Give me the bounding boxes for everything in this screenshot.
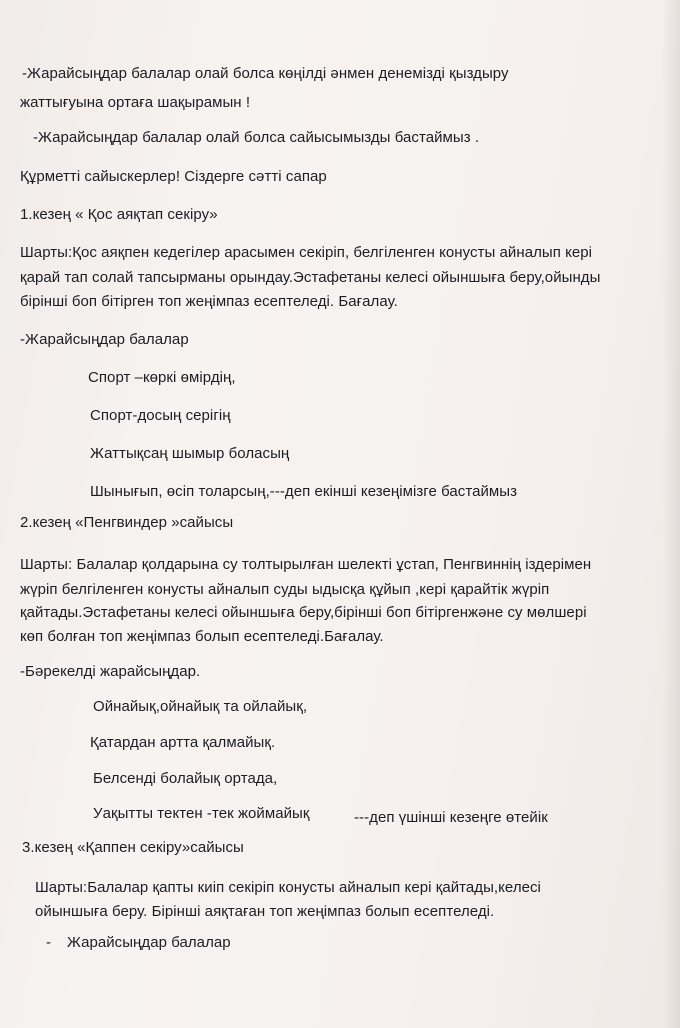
text-line: бірінші боп бітірген топ жеңімпаз есептеледі. Бағалау.: [20, 293, 398, 310]
poem-line: Шынығып, өсіп толарсың,---деп екінші кезеңімізге бастаймыз: [90, 483, 518, 500]
text-line: қарай тап солай тапсырманы орындау.Эстафетаны келесі ойыншыға беру,ойынды: [20, 269, 601, 286]
text-line: -Жарайсыңдар балалар олай болса сайысымызды бастаймыз .: [33, 129, 480, 146]
text-line: Шарты:Қос аяқпен кедегілер арасымен секіріп, белгіленген конусты айналып кері: [20, 244, 593, 261]
text-line: ---деп үшінші кезеңге өтейік: [354, 809, 548, 826]
poem-line: Белсенді болайық ортада,: [93, 770, 278, 787]
poem-line: Спорт-досың серігің: [90, 407, 231, 424]
text-line: Жарайсыңдар балалар: [67, 934, 231, 951]
bullet-dash: -: [46, 934, 52, 951]
poem-line: Қатардан артта қалмайық.: [90, 734, 276, 751]
text-line: -Бәрекелді жарайсыңдар.: [20, 663, 201, 680]
section-heading: 2.кезең «Пенгвиндер »сайысы: [20, 514, 234, 531]
poem-line: Ойнайық,ойнайық та ойлайық,: [93, 698, 308, 715]
text-line: ойыншыға беру. Бірінші аяқтаған топ жеңімпаз болып есептеледі.: [35, 903, 495, 920]
text-line: -Жарайсыңдар балалар: [20, 331, 189, 348]
text-line: Шарты:Балалар қапты киіп секіріп конусты айналып кері қайтады,келесі: [35, 879, 541, 896]
text-line: жүріп белгіленген конусты айналып суды ыдысқа құйып ,кері қарайтік жүріп: [20, 581, 550, 598]
poem-line: Спорт –көркі өмірдің,: [88, 369, 236, 386]
text-line: -Жарайсыңдар балалар олай болса көңілді әнмен денемізді қыздыру: [22, 65, 509, 82]
poem-line: Уақытты тектен -тек жоймайық: [93, 805, 310, 822]
section-heading: 1.кезең « Қос аяқтап секіру»: [20, 206, 218, 223]
page-shadow: [662, 0, 680, 1028]
text-line: көп болған топ жеңімпаз болып есептеледі.Бағалау.: [20, 628, 384, 645]
section-heading: 3.кезең «Қаппен секіру»сайысы: [22, 839, 244, 856]
text-line: қайтады.Эстафетаны келесі ойыншыға беру,бірінші боп бітіргенжәне су мөлшері: [20, 604, 587, 621]
text-line: Шарты: Балалар қолдарына су толтырылған шелекті ұстап, Пенгвиннің іздерімен: [20, 556, 592, 573]
poem-line: Жаттықсаң шымыр боласың: [90, 445, 290, 462]
text-line: жаттығуына ортаға шақырамын !: [20, 94, 251, 111]
text-line: Құрметті сайыскерлер! Сіздерге сәтті сапар: [20, 168, 327, 185]
